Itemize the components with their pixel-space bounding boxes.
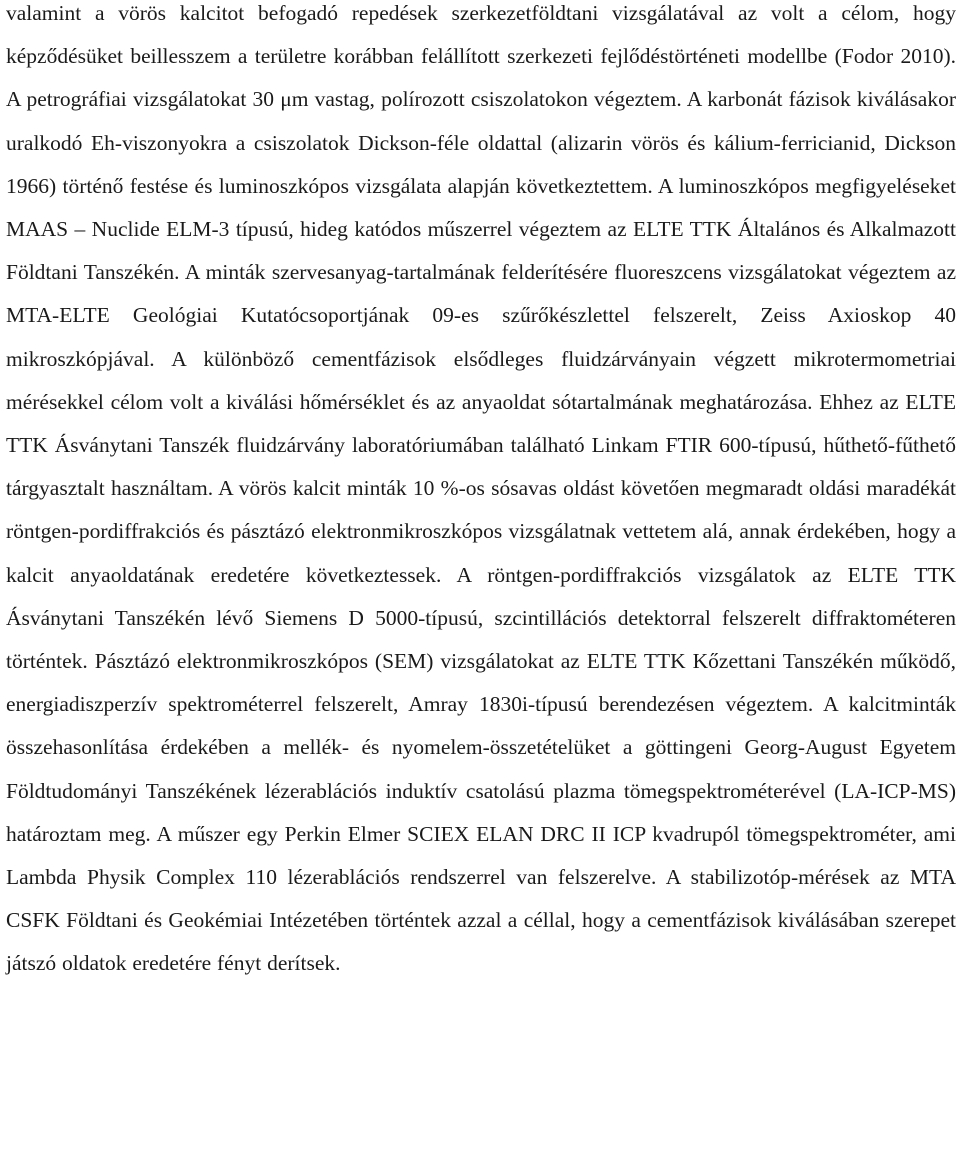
body-paragraph: valamint a vörös kalcitot befogadó repedések szerkezetföldtani vizsgálatával az volt a célom, hogy képződésüket beillesszem a területre korábban felállított szerkezeti fejlődéstörténeti modellbe (Fodor 2010). A petrográfiai vizsgálatokat 30 μm vastag, polírozott csiszolatokon végeztem. A karbonát fázisok kiválásakor uralkodó Eh-viszonyokra a csiszolatok Dickson-féle oldattal (alizarin vörös és kálium-ferricianid, Dickson 1966) történő festése és luminoszkópos vizsgálata alapján következtettem. A luminoszkópos megfigyeléseket MAAS – Nuclide ELM-3 típusú, hideg katódos műszerrel végeztem az ELTE TTK Általános és Alkalmazott Földtani Tanszékén. A minták szervesanyag-tartalmának felderítésére fluoreszcens vizsgálatokat végeztem az MTA-ELTE Geológiai Kutatócsoportjának 09-es szűrőkészlettel felszerelt, Zeiss Axioskop 40 mikroszkópjával. A különböző cementfázisok elsődleges fluidzárványain végzett mikrotermometriai mérésekkel célom volt a kiválási hőmérséklet és az anyaoldat sótartalmának meghatározása. Ehhez az ELTE TTK Ásványtani Tanszék fluidzárvány laboratóriumában található Linkam FTIR 600-típusú, hűthető-fűthető tárgyasztalt használtam. A vörös kalcit minták 10 %-os sósavas oldást követően megmaradt oldási maradékát röntgen-pordiffrakciós és pásztázó elektronmikroszkópos vizsgálatnak vettetem alá, annak érdekében, hogy a kalcit anyaoldatának eredetére következtessek. A röntgen-pordiffrakciós vizsgálatok az ELTE TTK Ásványtani Tanszékén lévő Siemens D 5000-típusú, szcintillációs detektorral felszerelt diffraktométeren történtek. Pásztázó elektronmikroszkópos (SEM) vizsgálatokat az ELTE TTK Kőzettani Tanszékén működő, energiadiszperzív spektrométerrel felszerelt, Amray 1830i-típusú berendezésen végeztem. A kalcitminták összehasonlítása érdekében a mellék- és nyomelem-összetételüket a göttingeni Georg-August Egyetem Földtudományi Tanszékének lézerablációs induktív csatolású plazma tömegspektrométerével (LA-ICP-MS) határoztam meg. A műszer egy Perkin Elmer SCIEX ELAN DRC II ICP kvadrupól tömegspektrométer, ami Lambda Physik Complex 110 lézerablációs rendszerrel van felszerelve. A stabilizotóp-mérések az MTA CSFK Földtani és Geokémiai Intézetében történtek azzal a céllal, hogy a cementfázisok kiválásában szerepet játszó oldatok eredetére fényt derítsek. <box>6 1 956 976</box>
